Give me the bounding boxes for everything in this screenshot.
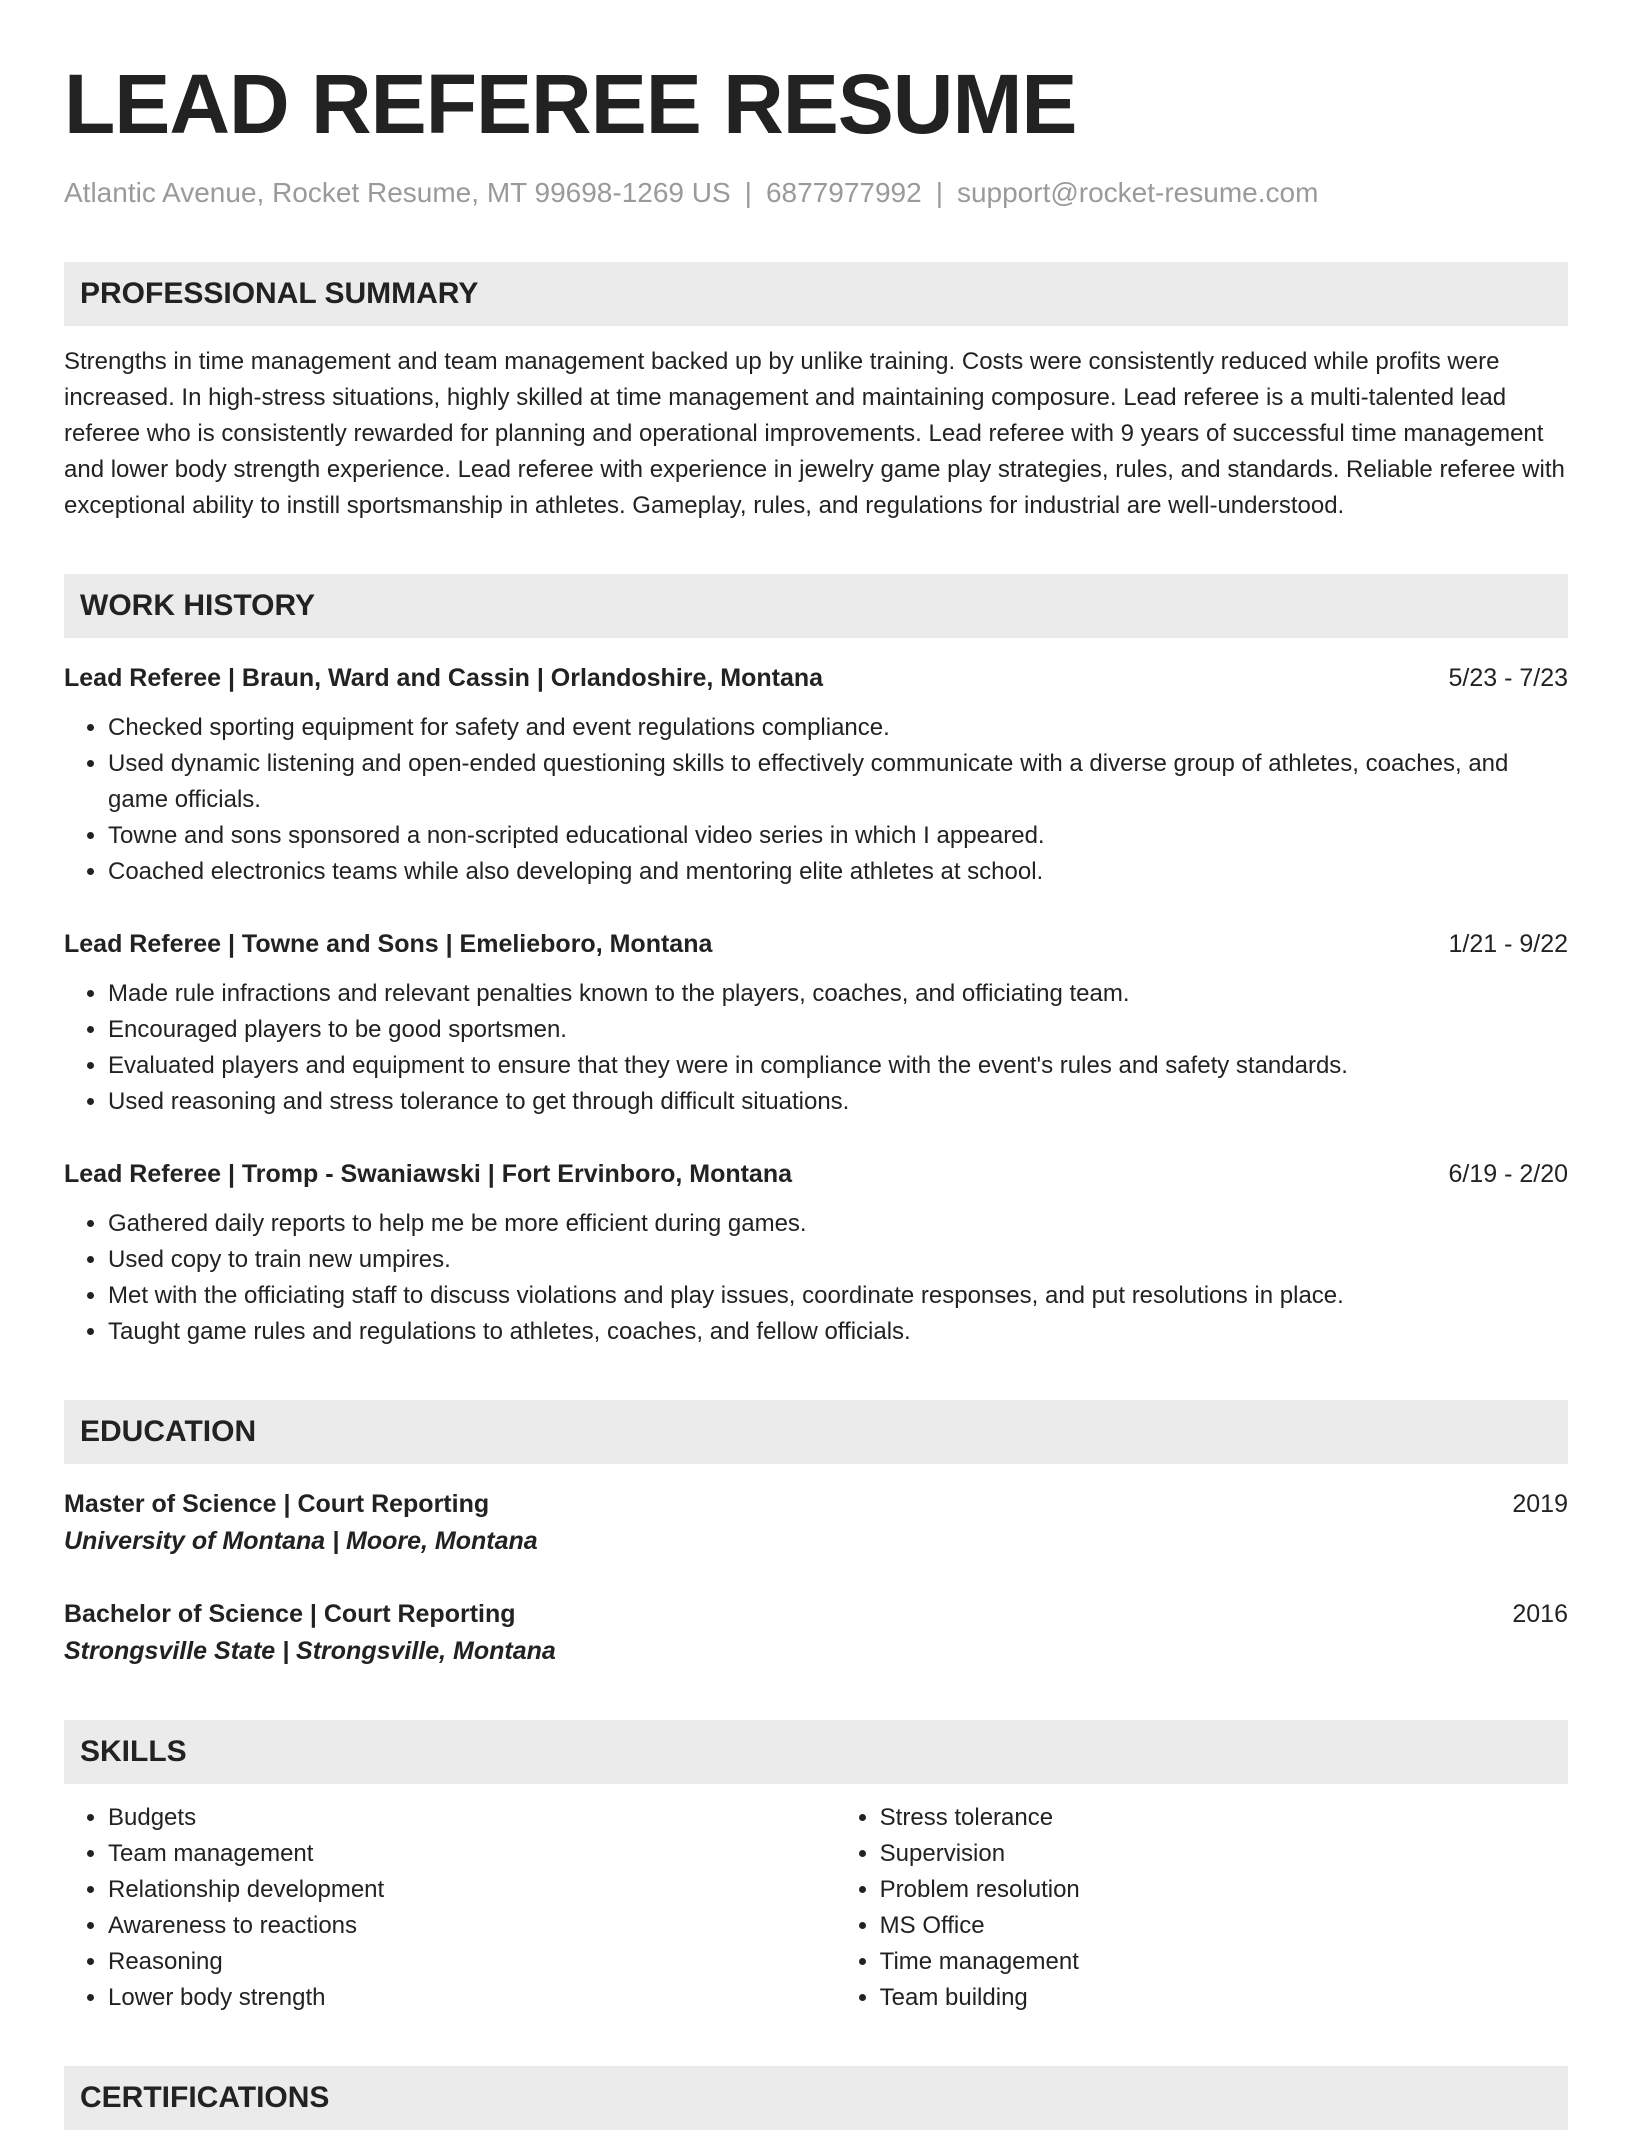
job-bullet: • Used dynamic listening and open-ended questioning skills to effectively communicate with a diverse group of athletes, coaches, and game officials. (108, 746, 1568, 818)
job-entry (64, 660, 1568, 890)
job-header (64, 660, 1568, 696)
section-heading-summary: PROFESSIONAL SUMMARY (64, 262, 1568, 326)
education-header (64, 1486, 1568, 1522)
job-bullet: • Coached electronics teams while also developing and mentoring elite athletes at school. (108, 854, 1568, 890)
skill-item: • Stress tolerance (880, 1800, 1568, 1836)
job-header (64, 1156, 1568, 1192)
job-bullets (64, 976, 1568, 1120)
section-heading-education: EDUCATION (64, 1400, 1568, 1464)
job-header (64, 926, 1568, 962)
job-dates: 6/19 - 2/20 (1448, 1159, 1568, 1188)
contact-phone: 6877977992 (765, 177, 922, 208)
education-entry (64, 1596, 1568, 1670)
skill-item: • Relationship development (108, 1872, 836, 1908)
contact-address: Atlantic Avenue, Rocket Resume, MT 99698-1269 US (64, 177, 731, 208)
skills-list (64, 1800, 1568, 2016)
summary-text: Strengths in time management and team management backed up by unlike training. Costs were consistently reduced while profits were increased. In high-stress situations, highly skilled at time management and maintaining composure. Lead referee is a multi-talented lead referee who is consistently rewarded for planning and operational improvements. Lead referee with 9 years of successful time management and lower body strength experience. Lead referee with experience in jewelry game play strategies, rules, and standards. Reliable referee with exceptional ability to instill sportsmanship in athletes. Gameplay, rules, and regulations for industrial are well-understood. (64, 347, 1565, 519)
education-degree: Master of Science | Court Reporting (64, 1489, 490, 1518)
skill-item: • Team management (108, 1836, 836, 1872)
job-bullets (64, 1206, 1568, 1350)
job-dates: 5/23 - 7/23 (1448, 663, 1568, 692)
skill-item: • Budgets (108, 1800, 836, 1836)
skill-item: • Time management (880, 1944, 1568, 1980)
job-bullet: • Made rule infractions and relevant penalties known to the players, coaches, and officiating team. (108, 976, 1568, 1012)
job-dates: 1/21 - 9/22 (1448, 929, 1568, 958)
job-title: Lead Referee | Tromp - Swaniawski | Fort Ervinboro, Montana (64, 1159, 793, 1188)
education-degree: Bachelor of Science | Court Reporting (64, 1599, 516, 1628)
skills-column-right (836, 1800, 1568, 2016)
resume-title: LEAD REFEREE RESUME (64, 57, 1077, 151)
job-entry (64, 926, 1568, 1120)
job-bullet: • Used copy to train new umpires. (108, 1242, 1568, 1278)
job-bullet: • Evaluated players and equipment to ensure that they were in compliance with the event's rules and safety standards. (108, 1048, 1568, 1084)
job-title: Lead Referee | Braun, Ward and Cassin | Orlandoshire, Montana (64, 663, 824, 692)
job-bullet: • Gathered daily reports to help me be more efficient during games. (108, 1206, 1568, 1242)
job-title: Lead Referee | Towne and Sons | Emelieboro, Montana (64, 929, 713, 958)
job-entry (64, 1156, 1568, 1350)
section-heading-certifications: CERTIFICATIONS (64, 2066, 1568, 2130)
education-school: Strongsville State | Strongsville, Montana (64, 1636, 556, 1665)
job-bullet: • Towne and sons sponsored a non-scripted educational video series in which I appeared. (108, 818, 1568, 854)
contact-line (64, 176, 1568, 210)
skills-column-left (64, 1800, 836, 2016)
skill-item: • Supervision (880, 1836, 1568, 1872)
contact-separator: | (744, 177, 752, 208)
skill-item: • Team building (880, 1980, 1568, 2016)
skill-item: • Awareness to reactions (108, 1908, 836, 1944)
contact-separator: | (935, 177, 943, 208)
skill-item: • Lower body strength (108, 1980, 836, 2016)
contact-email: support@rocket-resume.com (956, 177, 1319, 208)
job-bullet: • Taught game rules and regulations to athletes, coaches, and fellow officials. (108, 1314, 1568, 1350)
education-school: University of Montana | Moore, Montana (64, 1526, 538, 1555)
skill-item: • Problem resolution (880, 1872, 1568, 1908)
education-header (64, 1596, 1568, 1632)
section-heading-skills: SKILLS (64, 1720, 1568, 1784)
job-bullets (64, 710, 1568, 890)
section-heading-work-history: WORK HISTORY (64, 574, 1568, 638)
education-year: 2016 (1512, 1599, 1568, 1628)
education-entry (64, 1486, 1568, 1560)
job-bullet: • Used reasoning and stress tolerance to get through difficult situations. (108, 1084, 1568, 1120)
skill-item: • MS Office (880, 1908, 1568, 1944)
job-bullet: • Checked sporting equipment for safety and event regulations compliance. (108, 710, 1568, 746)
job-bullet: • Met with the officiating staff to discuss violations and play issues, coordinate responses, and put resolutions in place. (108, 1278, 1568, 1314)
skill-item: • Reasoning (108, 1944, 836, 1980)
job-bullet: • Encouraged players to be good sportsmen. (108, 1012, 1568, 1048)
education-year: 2019 (1512, 1489, 1568, 1518)
